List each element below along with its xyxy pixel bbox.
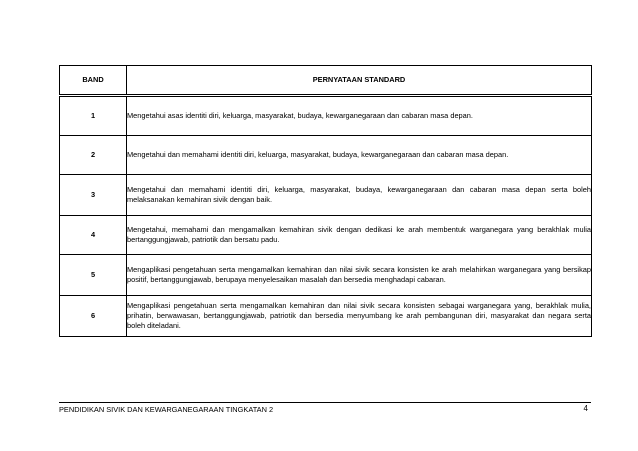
footer-divider <box>59 402 591 403</box>
band-column-header: BAND <box>60 66 127 96</box>
table-row <box>60 96 592 136</box>
band-number: 4 <box>60 216 127 255</box>
standard-statement: Mengaplikasi pengetahuan serta mengamalkan kemahiran dan nilai sivik secara konsisten sebagai warganegara yang, berakhlak mulia, prihatin, berwawasan, bertanggungjawab, patriotik dan bersedia menyumbang ke arah pembangunan diri, masyarakat dan negara serta boleh diteladani. <box>127 296 592 337</box>
band-number: 6 <box>60 296 127 337</box>
page-number: 4 <box>583 404 588 413</box>
performance-standards-table <box>59 65 592 337</box>
table-row <box>60 175 592 216</box>
band-number: 3 <box>60 175 127 216</box>
table-row <box>60 255 592 296</box>
table-header-row <box>60 66 592 96</box>
statement-column-header: PERNYATAAN STANDARD <box>127 66 592 96</box>
table-row <box>60 216 592 255</box>
standard-statement: Mengaplikasi pengetahuan serta mengamalkan kemahiran dan nilai sivik secara konsisten ke arah melahirkan warganegara yang bersikap positif, bertanggungjawab, berupaya menyelesaikan masalah dan bersedia menghadapi cabaran. <box>127 255 592 296</box>
standard-statement: Mengetahui asas identiti diri, keluarga, masyarakat, budaya, kewarganegaraan dan cabaran masa depan. <box>127 96 592 136</box>
band-number: 5 <box>60 255 127 296</box>
standard-statement: Mengetahui dan memahami identiti diri, keluarga, masyarakat, budaya, kewarganegaraan dan cabaran masa depan serta boleh melaksanakan kemahiran sivik dengan baik. <box>127 175 592 216</box>
standard-statement: Mengetahui, memahami dan mengamalkan kemahiran sivik dengan dedikasi ke arah membentuk warganegara yang berakhlak mulia bertanggungjawab, patriotik dan bersatu padu. <box>127 216 592 255</box>
table-row <box>60 136 592 175</box>
band-number: 2 <box>60 136 127 175</box>
band-number: 1 <box>60 96 127 136</box>
table-row <box>60 296 592 337</box>
standard-statement: Mengetahui dan memahami identiti diri, keluarga, masyarakat, budaya, kewarganegaraan dan cabaran masa depan. <box>127 136 592 175</box>
footer-title: PENDIDIKAN SIVIK DAN KEWARGANEGARAAN TINGKATAN 2 <box>59 405 274 414</box>
